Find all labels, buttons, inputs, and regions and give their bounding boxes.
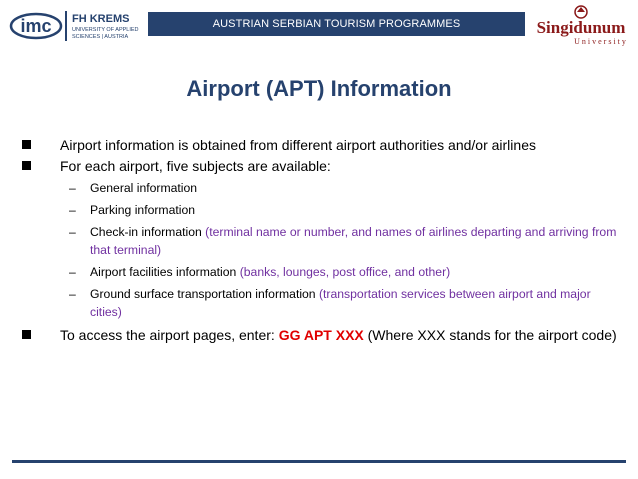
sub-item (20, 179, 620, 197)
bullet-text-tail: (Where XXX stands for the airport code) (363, 327, 617, 343)
sub-item-note: (terminal name or number, and names of airlines departing and arriving from that terminal) (90, 225, 617, 257)
singidunum-sub: University (574, 37, 628, 46)
dash-bullet: – (69, 287, 76, 301)
square-bullet-icon (22, 140, 31, 149)
bullet-text: To access the airport pages, enter: (60, 327, 279, 343)
sub-item (20, 223, 620, 259)
bullet-text: Airport information is obtained from different airport authorities and/or airlines (60, 137, 536, 153)
sub-item-text: General information (90, 181, 198, 195)
dash-bullet: – (69, 203, 76, 217)
fh-krems-line-1: UNIVERSITY OF APPLIED (72, 27, 139, 33)
bullet-text: For each airport, five subjects are available: (60, 158, 331, 174)
imc-fh-krems-logo (9, 9, 145, 43)
singidunum-logo (531, 4, 631, 48)
singidunum-name: Singidunum (536, 18, 626, 37)
dash-bullet: – (69, 265, 76, 279)
slide-title: Airport (APT) Information (186, 76, 452, 101)
fh-krems-title: FH KREMS (72, 13, 130, 25)
sub-item (20, 263, 620, 281)
sub-item (20, 201, 620, 219)
imc-logo-text: imc (20, 16, 52, 36)
sub-item-note: (banks, lounges, post office, and other) (239, 265, 451, 279)
fh-krems-line-2: SCIENCES | AUSTRIA (72, 34, 129, 40)
square-bullet-icon (22, 330, 31, 339)
slide-body (20, 136, 620, 345)
bullet-item (20, 136, 620, 155)
command-text: GG APT XXX (278, 327, 364, 343)
dash-bullet: – (69, 181, 76, 195)
bullet-item (20, 326, 620, 345)
bullet-item (20, 157, 620, 176)
slide-header (0, 0, 638, 48)
sub-item (20, 285, 620, 321)
programme-banner: AUSTRIAN SERBIAN TOURISM PROGRAMMES (148, 12, 525, 36)
dash-bullet: – (69, 225, 76, 239)
square-bullet-icon (22, 161, 31, 170)
sub-item-text: Airport facilities information (90, 265, 237, 279)
footer-divider (12, 460, 626, 463)
sub-item-text: Parking information (90, 203, 195, 217)
sub-item-note: (transportation services between airport and major cities) (90, 287, 591, 319)
sub-item-text: Ground surface transportation information (90, 287, 316, 301)
sub-item-text: Check-in information (90, 225, 202, 239)
